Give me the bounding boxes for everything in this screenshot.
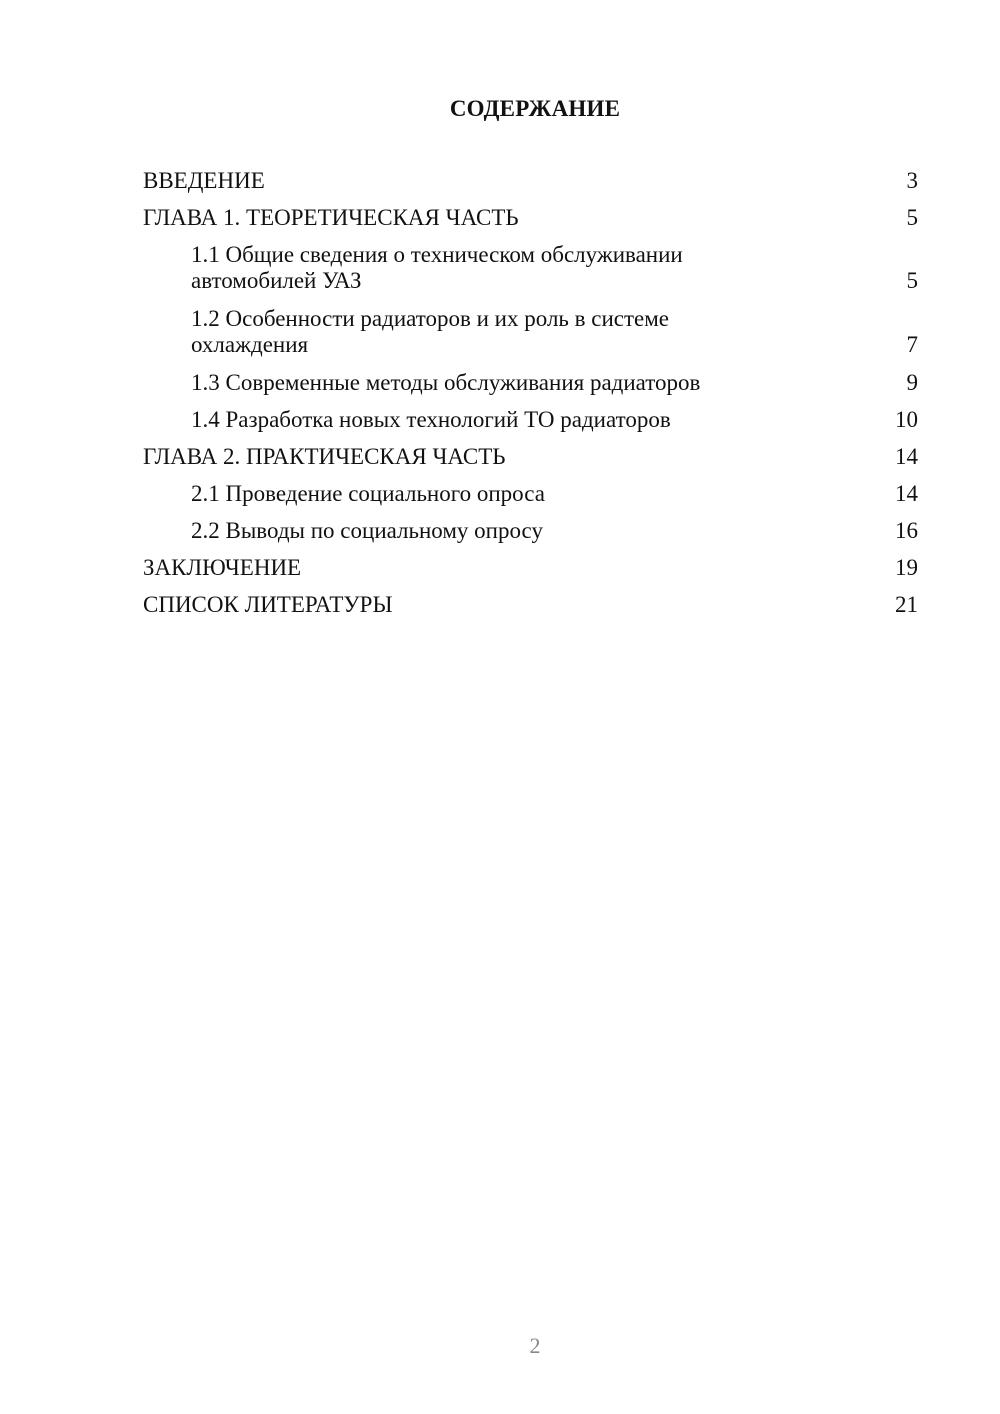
- toc-entry-label: ГЛАВА 2. ПРАКТИЧЕСКАЯ ЧАСТЬ: [143, 444, 506, 469]
- toc-entry-label: 1.2 Особенности радиаторов и их роль в системе охлаждения: [191, 306, 670, 357]
- toc-entry-label: ЗАКЛЮЧЕНИЕ: [143, 555, 302, 580]
- page-number: 2: [529, 1333, 541, 1358]
- toc-entry-section-1-4[interactable]: [143, 407, 918, 433]
- toc-entry-section-1-2[interactable]: [143, 306, 918, 358]
- toc-entry-bibliography[interactable]: [143, 592, 918, 618]
- page-title: СОДЕРЖАНИЕ: [449, 96, 621, 121]
- toc-entry-page: 16: [895, 518, 918, 543]
- toc-entry-introduction[interactable]: [143, 168, 918, 194]
- toc-entry-page: 5: [906, 205, 918, 230]
- toc-entry-label: 2.1 Проведение социального опроса: [191, 481, 545, 506]
- toc-entry-section-1-3[interactable]: [143, 370, 918, 396]
- toc-entry-page: 7: [906, 332, 918, 357]
- toc-entry-label: 1.3 Современные методы обслуживания радиаторов: [191, 370, 701, 395]
- toc-entry-chapter-1[interactable]: [143, 205, 918, 231]
- toc-entry-label: 1.1 Общие сведения о техническом обслуживании автомобилей УАЗ: [191, 242, 683, 293]
- toc-entry-section-2-2[interactable]: [143, 518, 918, 544]
- toc-entry-page: 3: [906, 168, 918, 193]
- toc-entry-page: 14: [895, 481, 918, 506]
- toc-entry-chapter-2[interactable]: [143, 444, 918, 470]
- toc-entry-label: 1.4 Разработка новых технологий ТО радиаторов: [191, 407, 671, 432]
- toc-entry-page: 10: [895, 407, 918, 432]
- toc-entry-section-1-1[interactable]: [143, 242, 918, 294]
- toc-entry-section-2-1[interactable]: [143, 481, 918, 507]
- toc-entry-page: 14: [895, 444, 918, 469]
- toc-entry-page: 5: [906, 268, 918, 293]
- toc-entry-label: 2.2 Выводы по социальному опросу: [191, 518, 543, 543]
- toc-entry-label: СПИСОК ЛИТЕРАТУРЫ: [143, 592, 393, 617]
- toc-entry-page: 21: [895, 592, 918, 617]
- table-of-contents: [143, 168, 918, 629]
- toc-entry-page: 9: [906, 370, 918, 395]
- toc-entry-label: ВВЕДЕНИЕ: [143, 168, 265, 193]
- toc-entry-label: ГЛАВА 1. ТЕОРЕТИЧЕСКАЯ ЧАСТЬ: [143, 205, 519, 230]
- toc-entry-conclusion[interactable]: [143, 555, 918, 581]
- toc-entry-page: 19: [895, 555, 918, 580]
